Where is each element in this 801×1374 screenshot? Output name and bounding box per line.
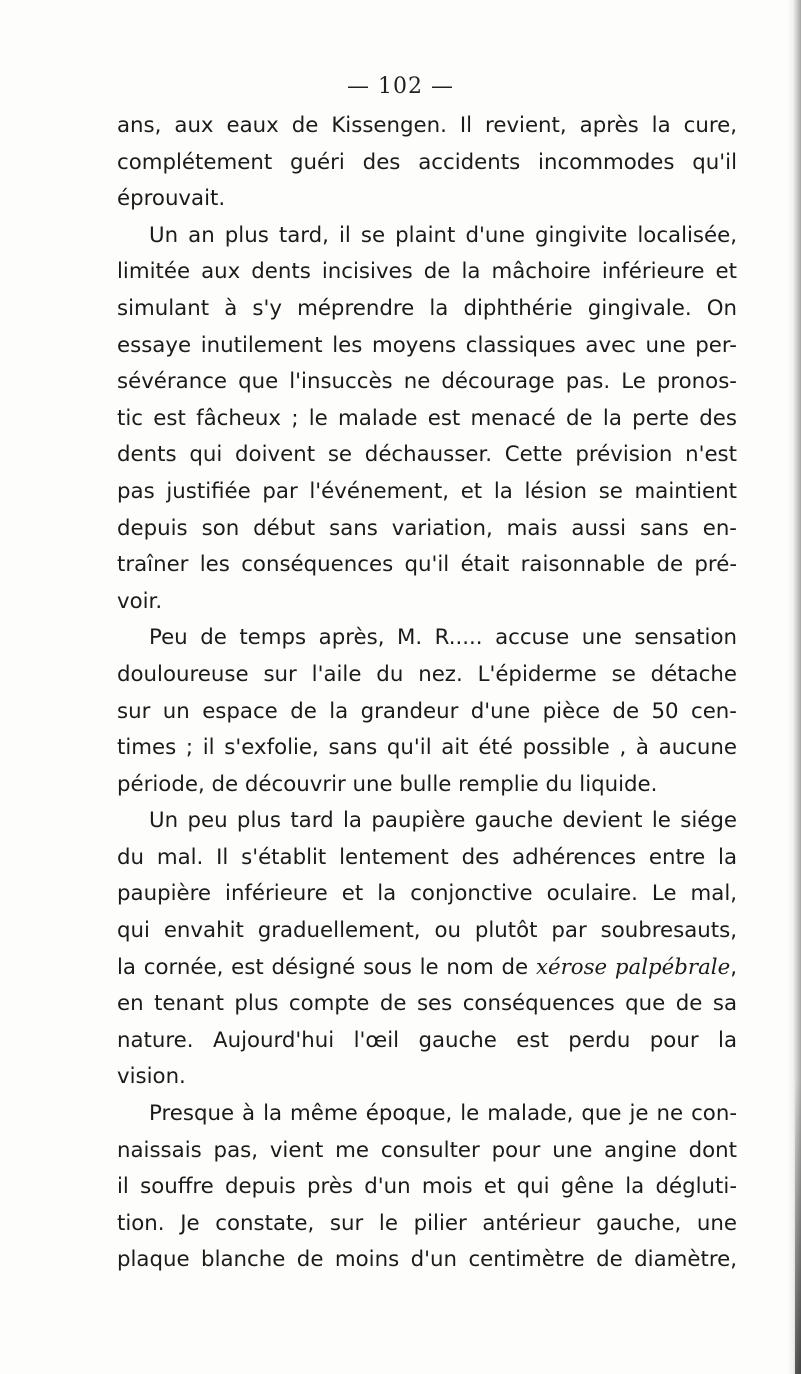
- text-line: paupière inférieure et la conjonctive oculaire. Le mal,: [117, 881, 737, 907]
- text-line: du mal. Il s'établit lentement des adhérences entre la: [117, 844, 737, 870]
- text-line: période, de découvrir une bulle remplie du liquide.: [117, 771, 658, 797]
- text-line: tion. Je constate, sur le pilier antérieur gauche, une: [117, 1210, 737, 1236]
- text-line: [117, 950, 737, 987]
- text-line: naissais pas, vient me consulter pour une angine dont: [117, 1137, 737, 1163]
- text-line: Un an plus tard, il se plaint d'une gingivite localisée,: [149, 222, 737, 248]
- text-line: qui envahit graduellement, ou plutôt par soubresauts,: [117, 918, 737, 944]
- italic-term: xérose palpébrale: [535, 954, 731, 980]
- text-fragment: ,: [730, 954, 737, 980]
- page-number: — 102 —: [347, 74, 454, 99]
- text-line: Peu de temps après, M. R..... accuse une sensation: [149, 625, 737, 651]
- text-line: Un peu plus tard la paupière gauche devient le siége: [149, 808, 737, 834]
- text-line: depuis son début sans variation, mais aussi sans en-: [117, 515, 737, 541]
- text-line: plaque blanche de moins d'un centimètre de diamètre,: [117, 1247, 737, 1273]
- text-line: simulant à s'y méprendre la diphthérie gingivale. On: [117, 295, 737, 321]
- text-line: douloureuse sur l'aile du nez. L'épiderme se détache: [117, 661, 737, 687]
- text-line: sévérance que l'insuccès ne décourage pas. Le pronos-: [117, 369, 737, 395]
- text-line: il souffre depuis près d'un mois et qui gêne la dégluti-: [117, 1174, 737, 1200]
- text-line: éprouvait.: [117, 186, 226, 212]
- text-line: nature. Aujourd'hui l'œil gauche est perdu pour la: [117, 1027, 737, 1053]
- text-line: voir.: [117, 588, 163, 614]
- text-line: essaye inutilement les moyens classiques avec une per-: [117, 332, 737, 358]
- text-line: limitée aux dents incisives de la mâchoire inférieure et: [117, 259, 737, 285]
- text-line: traîner les conséquences qu'il était raisonnable de pré-: [117, 552, 737, 578]
- text-line: sur un espace de la grandeur d'une pièce de 50 cen-: [117, 698, 737, 724]
- text-line: vision.: [117, 1064, 186, 1090]
- text-line: ans, aux eaux de Kissengen. Il revient, après la cure,: [117, 113, 737, 138]
- text-line: tic est fâcheux ; le malade est menacé de la perte des: [117, 405, 737, 431]
- text-line: Presque à la même époque, le malade, que je ne con-: [149, 1101, 737, 1127]
- text-line: dents qui doivent se déchausser. Cette prévision n'est: [117, 442, 737, 468]
- text-fragment: la cornée, est désigné sous le nom de: [117, 954, 536, 980]
- text-line: times ; il s'exfolie, sans qu'il ait été possible , à aucune: [117, 735, 737, 761]
- text-line: pas justifiée par l'événement, et la lésion se maintient: [117, 478, 737, 504]
- body-text: [117, 108, 737, 1279]
- text-line: en tenant plus compte de ses conséquences que de sa: [117, 991, 737, 1017]
- text-line: complétement guéri des accidents incommodes qu'il: [117, 149, 737, 175]
- page-edge-shadow-bottom: [795, 1080, 801, 1374]
